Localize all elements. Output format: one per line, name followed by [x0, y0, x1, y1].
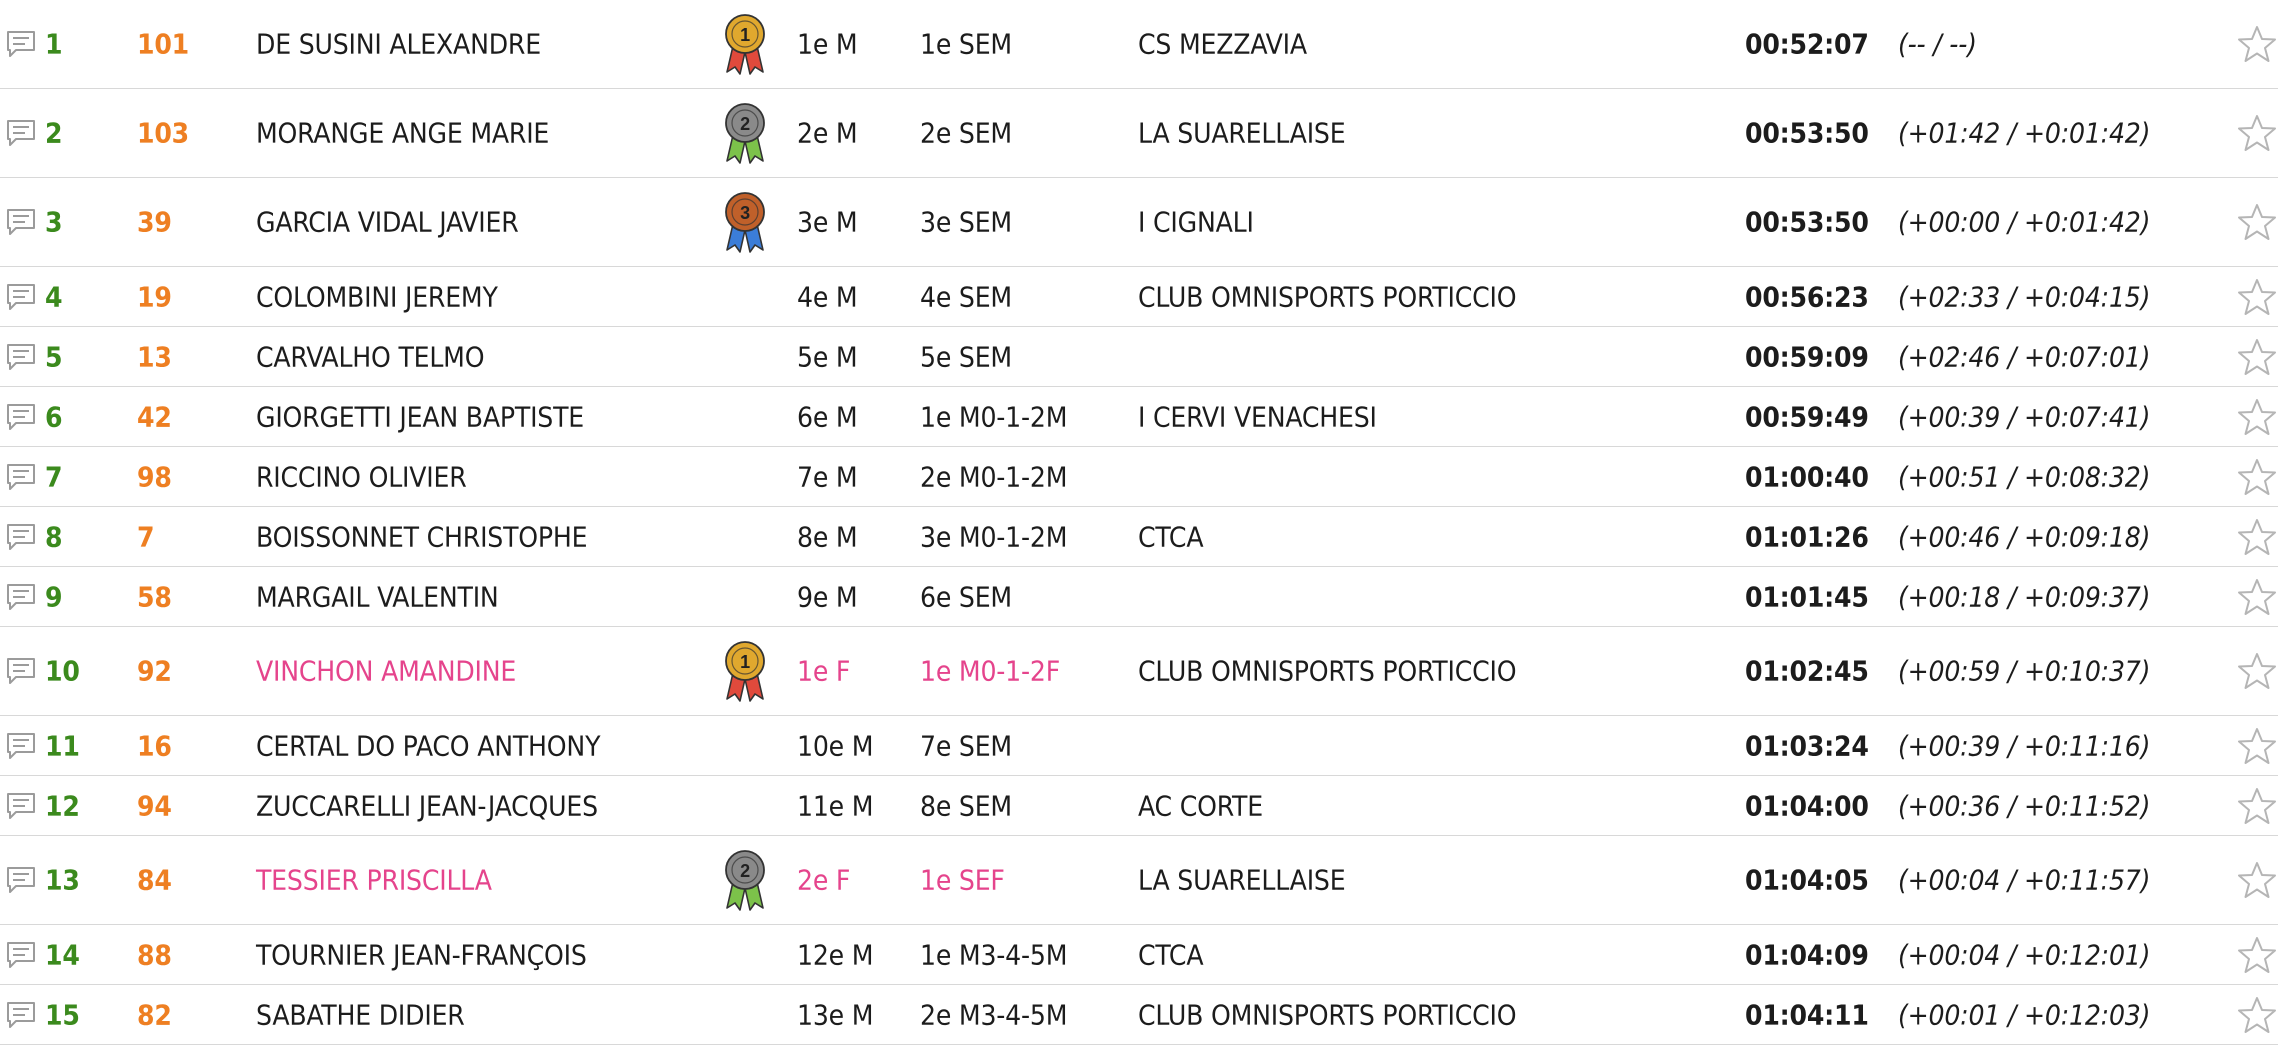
- medal-number: 3: [740, 203, 750, 223]
- table-row[interactable]: [0, 925, 2278, 985]
- star-outline-icon[interactable]: [2237, 786, 2277, 826]
- finish-time: 00:56:23: [1745, 280, 1869, 313]
- star-outline-icon[interactable]: [2237, 457, 2277, 497]
- rank-cell: 1: [45, 27, 63, 61]
- subcategory-rank: 1e M3-4-5M: [920, 938, 1068, 971]
- finish-time: 00:52:07: [1745, 27, 1869, 61]
- rank-cell: 8: [45, 520, 63, 553]
- club-name: CLUB OMNISPORTS PORTICCIO: [1138, 654, 1517, 688]
- category-rank: 1e M: [797, 27, 858, 61]
- athlete-name[interactable]: SABATHE DIDIER: [256, 998, 465, 1031]
- finish-time: 01:04:05: [1745, 863, 1869, 897]
- rank-cell: 4: [45, 280, 63, 313]
- time-gap: (+00:39 / +0:07:41): [1898, 400, 2151, 433]
- medal-number: 1: [740, 652, 750, 672]
- club-name: I CIGNALI: [1138, 205, 1254, 239]
- rank-cell: 11: [45, 729, 80, 762]
- star-outline-icon[interactable]: [2237, 337, 2277, 377]
- star-outline-icon[interactable]: [2237, 577, 2277, 617]
- time-gap: (+00:51 / +0:08:32): [1898, 460, 2151, 493]
- star-outline-icon[interactable]: [2237, 860, 2277, 900]
- bib-cell: 88: [137, 938, 172, 971]
- finish-time: 01:01:45: [1745, 580, 1869, 613]
- athlete-name[interactable]: ZUCCARELLI JEAN-JACQUES: [256, 789, 598, 822]
- star-outline-icon[interactable]: [2237, 726, 2277, 766]
- finish-time: 01:03:24: [1745, 729, 1869, 762]
- comment-icon[interactable]: [6, 792, 36, 820]
- finish-time: 01:04:11: [1745, 998, 1869, 1031]
- club-name: CLUB OMNISPORTS PORTICCIO: [1138, 280, 1517, 313]
- bib-cell: 92: [137, 654, 172, 688]
- athlete-name[interactable]: VINCHON AMANDINE: [256, 654, 517, 688]
- category-rank: 1e F: [797, 654, 851, 688]
- rank-cell: 13: [45, 863, 80, 897]
- table-row[interactable]: [0, 836, 2278, 925]
- finish-time: 01:04:00: [1745, 789, 1869, 822]
- athlete-name[interactable]: CARVALHO TELMO: [256, 340, 485, 373]
- medal-icon: [720, 190, 770, 254]
- category-rank: 6e M: [797, 400, 858, 433]
- table-row[interactable]: [0, 267, 2278, 327]
- club-name: CTCA: [1138, 520, 1204, 553]
- star-outline-icon[interactable]: [2237, 277, 2277, 317]
- bib-cell: 58: [137, 580, 172, 613]
- subcategory-rank: 1e SEF: [920, 863, 1005, 897]
- star-outline-icon[interactable]: [2237, 24, 2277, 64]
- bib-cell: 84: [137, 863, 172, 897]
- athlete-name[interactable]: DE SUSINI ALEXANDRE: [256, 27, 541, 61]
- bib-cell: 16: [137, 729, 172, 762]
- comment-icon[interactable]: [6, 403, 36, 431]
- table-row[interactable]: [0, 0, 2278, 89]
- rank-cell: 6: [45, 400, 63, 433]
- rank-cell: 7: [45, 460, 63, 493]
- category-rank: 8e M: [797, 520, 858, 553]
- comment-icon[interactable]: [6, 343, 36, 371]
- medal-icon: [720, 848, 770, 912]
- club-name: CS MEZZAVIA: [1138, 27, 1307, 61]
- time-gap: (+00:39 / +0:11:16): [1898, 729, 2151, 762]
- rank-cell: 15: [45, 998, 80, 1031]
- athlete-name[interactable]: BOISSONNET CHRISTOPHE: [256, 520, 588, 553]
- star-outline-icon[interactable]: [2237, 113, 2277, 153]
- subcategory-rank: 6e SEM: [920, 580, 1012, 613]
- club-name: LA SUARELLAISE: [1138, 863, 1346, 897]
- table-row[interactable]: [0, 567, 2278, 627]
- bib-cell: 39: [137, 205, 172, 239]
- comment-icon[interactable]: [6, 283, 36, 311]
- medal-number: 2: [740, 861, 750, 881]
- rank-cell: 3: [45, 205, 63, 239]
- finish-time: 00:53:50: [1745, 205, 1869, 239]
- time-gap: (+00:46 / +0:09:18): [1898, 520, 2151, 553]
- star-outline-icon[interactable]: [2237, 397, 2277, 437]
- star-outline-icon[interactable]: [2237, 202, 2277, 242]
- table-row[interactable]: [0, 447, 2278, 507]
- athlete-name[interactable]: COLOMBINI JEREMY: [256, 280, 498, 313]
- club-name: I CERVI VENACHESI: [1138, 400, 1377, 433]
- bib-cell: 13: [137, 340, 172, 373]
- time-gap: (+00:18 / +0:09:37): [1898, 580, 2151, 613]
- comment-icon[interactable]: [6, 208, 36, 236]
- category-rank: 2e F: [797, 863, 851, 897]
- time-gap: (+00:59 / +0:10:37): [1898, 654, 2151, 688]
- comment-icon[interactable]: [6, 30, 36, 58]
- bib-cell: 42: [137, 400, 172, 433]
- bib-cell: 82: [137, 998, 172, 1031]
- rank-cell: 14: [45, 938, 80, 971]
- comment-icon[interactable]: [6, 119, 36, 147]
- finish-time: 00:59:09: [1745, 340, 1869, 373]
- athlete-name[interactable]: TOURNIER JEAN-FRANÇOIS: [256, 938, 587, 971]
- subcategory-rank: 3e SEM: [920, 205, 1012, 239]
- time-gap: (+00:00 / +0:01:42): [1898, 205, 2151, 239]
- bib-cell: 103: [137, 116, 189, 150]
- rank-cell: 5: [45, 340, 63, 373]
- club-name: LA SUARELLAISE: [1138, 116, 1346, 150]
- subcategory-rank: 2e SEM: [920, 116, 1012, 150]
- athlete-name[interactable]: GARCIA VIDAL JAVIER: [256, 205, 519, 239]
- star-outline-icon[interactable]: [2237, 995, 2277, 1035]
- table-row[interactable]: [0, 387, 2278, 447]
- bib-cell: 7: [137, 520, 155, 553]
- time-gap: (+01:42 / +0:01:42): [1898, 116, 2151, 150]
- athlete-name[interactable]: MARGAIL VALENTIN: [256, 580, 499, 613]
- comment-icon[interactable]: [6, 1001, 36, 1029]
- table-row[interactable]: [0, 327, 2278, 387]
- category-rank: 13e M: [797, 998, 874, 1031]
- table-row[interactable]: [0, 985, 2278, 1045]
- rank-cell: 9: [45, 580, 63, 613]
- club-name: AC CORTE: [1138, 789, 1263, 822]
- subcategory-rank: 4e SEM: [920, 280, 1012, 313]
- finish-time: 00:59:49: [1745, 400, 1869, 433]
- time-gap: (+00:04 / +0:11:57): [1898, 863, 2151, 897]
- subcategory-rank: 1e M0-1-2F: [920, 654, 1061, 688]
- comment-icon[interactable]: [6, 657, 36, 685]
- medal-number: 1: [740, 25, 750, 45]
- time-gap: (-- / --): [1898, 27, 1977, 61]
- category-rank: 7e M: [797, 460, 858, 493]
- table-row[interactable]: [0, 507, 2278, 567]
- time-gap: (+00:36 / +0:11:52): [1898, 789, 2151, 822]
- category-rank: 4e M: [797, 280, 858, 313]
- comment-icon[interactable]: [6, 523, 36, 551]
- rank-cell: 12: [45, 789, 80, 822]
- subcategory-rank: 7e SEM: [920, 729, 1012, 762]
- medal-icon: [720, 12, 770, 76]
- comment-icon[interactable]: [6, 732, 36, 760]
- star-outline-icon[interactable]: [2237, 651, 2277, 691]
- finish-time: 00:53:50: [1745, 116, 1869, 150]
- star-outline-icon[interactable]: [2237, 517, 2277, 557]
- subcategory-rank: 8e SEM: [920, 789, 1012, 822]
- subcategory-rank: 2e M0-1-2M: [920, 460, 1068, 493]
- athlete-name[interactable]: RICCINO OLIVIER: [256, 460, 467, 493]
- athlete-name[interactable]: GIORGETTI JEAN BAPTISTE: [256, 400, 584, 433]
- category-rank: 2e M: [797, 116, 858, 150]
- time-gap: (+00:01 / +0:12:03): [1898, 998, 2151, 1031]
- finish-time: 01:04:09: [1745, 938, 1869, 971]
- table-row[interactable]: [0, 178, 2278, 267]
- table-row[interactable]: [0, 627, 2278, 716]
- subcategory-rank: 1e M0-1-2M: [920, 400, 1068, 433]
- subcategory-rank: 2e M3-4-5M: [920, 998, 1068, 1031]
- subcategory-rank: 5e SEM: [920, 340, 1012, 373]
- athlete-name[interactable]: TESSIER PRISCILLA: [256, 863, 492, 897]
- category-rank: 11e M: [797, 789, 874, 822]
- table-row[interactable]: [0, 716, 2278, 776]
- table-row[interactable]: [0, 89, 2278, 178]
- comment-icon[interactable]: [6, 463, 36, 491]
- bib-cell: 101: [137, 27, 189, 61]
- time-gap: (+02:33 / +0:04:15): [1898, 280, 2151, 313]
- rank-cell: 2: [45, 116, 63, 150]
- bib-cell: 98: [137, 460, 172, 493]
- medal-icon: [720, 639, 770, 703]
- bib-cell: 19: [137, 280, 172, 313]
- comment-icon[interactable]: [6, 941, 36, 969]
- finish-time: 01:00:40: [1745, 460, 1869, 493]
- star-outline-icon[interactable]: [2237, 935, 2277, 975]
- category-rank: 12e M: [797, 938, 874, 971]
- category-rank: 9e M: [797, 580, 858, 613]
- club-name: CLUB OMNISPORTS PORTICCIO: [1138, 998, 1517, 1031]
- category-rank: 10e M: [797, 729, 874, 762]
- finish-time: 01:02:45: [1745, 654, 1869, 688]
- athlete-name[interactable]: MORANGE ANGE MARIE: [256, 116, 550, 150]
- time-gap: (+00:04 / +0:12:01): [1898, 938, 2151, 971]
- club-name: CTCA: [1138, 938, 1204, 971]
- medal-number: 2: [740, 114, 750, 134]
- finish-time: 01:01:26: [1745, 520, 1869, 553]
- subcategory-rank: 1e SEM: [920, 27, 1012, 61]
- comment-icon[interactable]: [6, 583, 36, 611]
- bib-cell: 94: [137, 789, 172, 822]
- medal-icon: [720, 101, 770, 165]
- category-rank: 3e M: [797, 205, 858, 239]
- comment-icon[interactable]: [6, 866, 36, 894]
- time-gap: (+02:46 / +0:07:01): [1898, 340, 2151, 373]
- table-row[interactable]: [0, 776, 2278, 836]
- athlete-name[interactable]: CERTAL DO PACO ANTHONY: [256, 729, 601, 762]
- rank-cell: 10: [45, 654, 80, 688]
- category-rank: 5e M: [797, 340, 858, 373]
- subcategory-rank: 3e M0-1-2M: [920, 520, 1068, 553]
